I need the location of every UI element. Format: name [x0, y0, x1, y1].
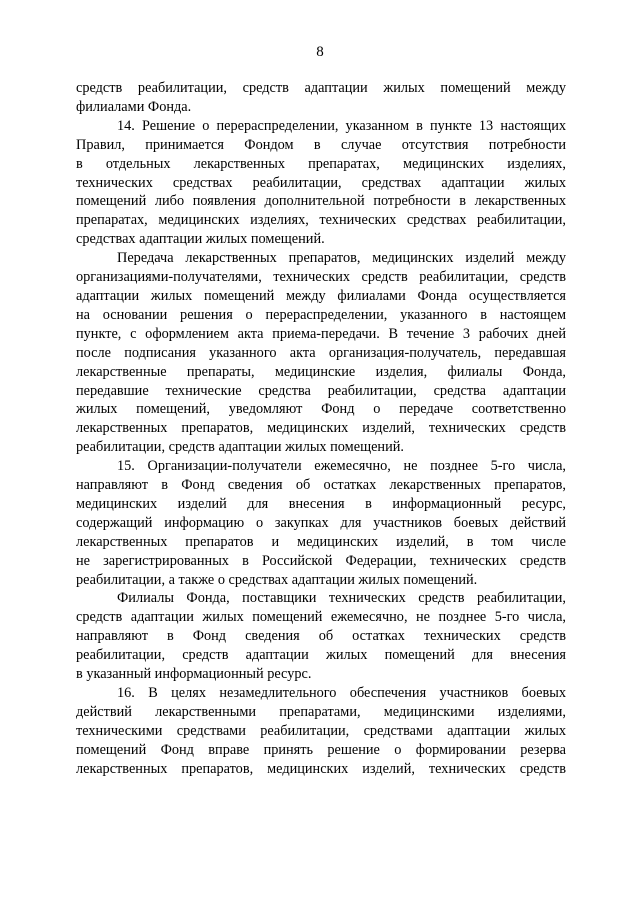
paragraph [76, 589, 566, 684]
paragraph-line: передавшие технические средства реабилитации, средства адаптации [76, 382, 566, 399]
paragraph [76, 457, 566, 589]
paragraph-line: 14. Решение о перераспределении, указанном в пункте 13 настоящих [117, 117, 566, 134]
paragraph-line: Передача лекарственных препаратов, медицинских изделий между [117, 250, 566, 267]
paragraph-line: пункте, с оформлением акта приема-передачи. В течение 3 рабочих дней [76, 325, 566, 342]
paragraph-line: действий лекарственными препаратами, медицинскими изделиями, [76, 703, 566, 720]
paragraph-line: после подписания указанного акта организация-получатель, передавшая [76, 344, 566, 361]
paragraph [76, 249, 566, 457]
page-number: 8 [316, 44, 324, 60]
paragraph [76, 79, 566, 117]
paragraph-line: средствах адаптации жилых помещений. [76, 231, 325, 248]
paragraph-line: лекарственные препараты, медицинские изделия, филиалы Фонда, [76, 363, 566, 380]
paragraph-line: лекарственных препаратов и медицинских изделий, в том числе [76, 533, 566, 550]
paragraph-line: 16. В целях незамедлительного обеспечения участников боевых [117, 685, 566, 701]
paragraph-line: направляют в Фонд сведения об остатках лекарственных препаратов, [76, 477, 566, 494]
paragraph-line: техническими средствами реабилитации, средствами адаптации жилых [76, 722, 566, 739]
paragraph-line: медицинских изделий для внесения в информационный ресурс, [76, 495, 566, 512]
paragraph-line: технических средствах реабилитации, средствах адаптации жилых [76, 174, 566, 191]
document-body [76, 79, 566, 779]
paragraph-line: организациями-получателями, технических средств реабилитации, средств [76, 269, 566, 286]
paragraph [76, 684, 566, 779]
paragraph-line: средств реабилитации, средств адаптации жилых помещений между [76, 80, 566, 96]
paragraph-line: реабилитации, а также о средствах адаптации жилых помещений. [76, 571, 478, 588]
paragraph-line: Филиалы Фонда, поставщики технических средств реабилитации, [117, 590, 566, 607]
paragraph-line: средств адаптации жилых помещений ежемесячно, не позднее 5-го числа, [76, 609, 566, 626]
paragraph-line: реабилитации, средств адаптации жилых помещений для внесения [76, 647, 566, 664]
paragraph-line: на основании решения о перераспределении, указанного в настоящем [76, 306, 566, 323]
paragraph-line: адаптации жилых помещений между филиалами Фонда осуществляется [76, 287, 566, 304]
paragraph-line: лекарственных препаратов, медицинских изделий, технических средств [76, 760, 566, 777]
paragraph-line: жилых помещений, уведомляют Фонд о передаче соответственно [76, 401, 566, 418]
paragraph-line: реабилитации, средств адаптации жилых помещений. [76, 439, 404, 456]
paragraph-line: не зарегистрированных в Российской Федерации, технических средств [76, 552, 566, 569]
paragraph-line: направляют в Фонд сведения об остатках технических средств [76, 628, 566, 645]
paragraph-line: Правил, принимается Фондом в случае отсутствия потребности [76, 136, 566, 153]
paragraph-line: в отдельных лекарственных препаратах, медицинских изделиях, [76, 155, 566, 172]
paragraph-line: помещений Фонд вправе принять решение о формировании резерва [76, 741, 566, 758]
paragraph-line: лекарственных препаратов, медицинских изделий, технических средств [76, 420, 566, 437]
paragraph-line: в указанный информационный ресурс. [76, 666, 312, 683]
paragraph [76, 117, 566, 249]
paragraph-line: помещений либо появления дополнительной потребности в лекарственных [76, 193, 566, 210]
paragraph-line: 15. Организации-получатели ежемесячно, не позднее 5-го числа, [117, 458, 566, 475]
paragraph-line: филиалами Фонда. [76, 98, 192, 115]
paragraph-line: содержащий информацию о закупках для участников боевых действий [76, 514, 566, 531]
paragraph-line: препаратах, медицинских изделиях, технических средствах реабилитации, [76, 212, 566, 229]
